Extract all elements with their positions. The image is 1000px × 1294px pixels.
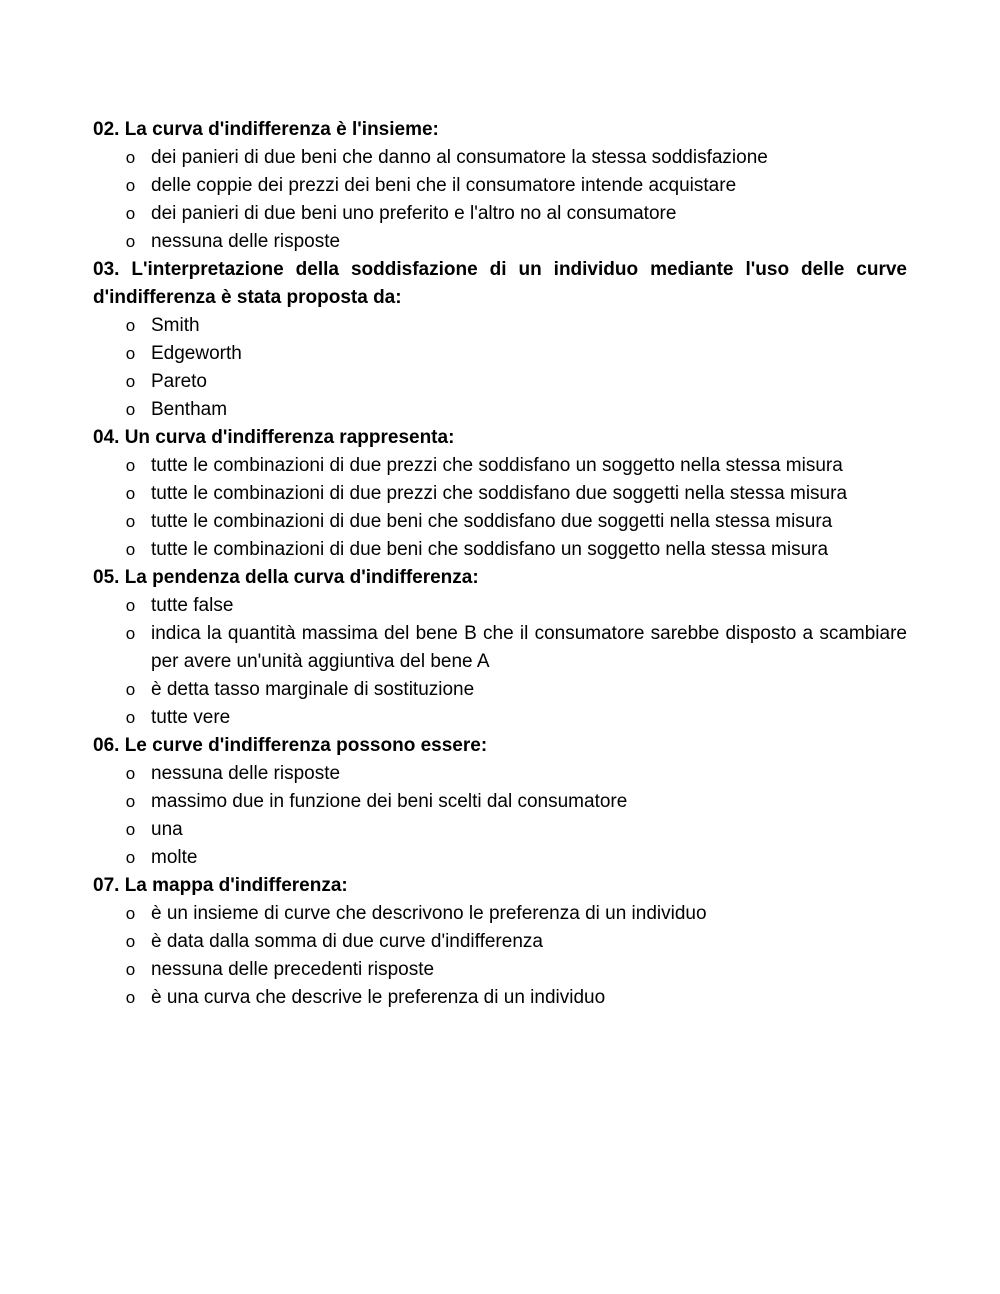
question-text: 06. Le curve d'indifferenza possono essere:: [93, 735, 488, 756]
answer-option[interactable]: [93, 928, 907, 956]
option-text: è detta tasso marginale di sostituzione: [151, 679, 475, 700]
option-text: tutte le combinazioni di due prezzi che soddisfano due soggetti nella stessa misura: [151, 483, 848, 504]
option-list: [93, 452, 907, 564]
circle-bullet-icon: o: [125, 596, 136, 615]
question-block: [93, 256, 907, 424]
circle-bullet-icon: o: [125, 792, 136, 811]
option-text: delle coppie dei prezzi dei beni che il consumatore intende acquistare: [151, 175, 737, 196]
answer-option[interactable]: [93, 312, 907, 340]
selected-answer-marker-icon: o: [122, 368, 139, 396]
answer-option[interactable]: [93, 508, 907, 536]
question-block: [93, 424, 907, 564]
selected-answer-marker-icon: o: [122, 144, 139, 172]
circle-bullet-icon: o: [125, 624, 136, 643]
answer-option[interactable]: [93, 368, 907, 396]
option-text: nessuna delle risposte: [151, 763, 341, 784]
question-text: 02. La curva d'indifferenza è l'insieme:: [93, 119, 439, 140]
answer-option[interactable]: [93, 144, 907, 172]
circle-bullet-icon: o: [125, 820, 136, 839]
question-text: 04. Un curva d'indifferenza rappresenta:: [93, 427, 455, 448]
option-list: [93, 900, 907, 1012]
answer-option[interactable]: [93, 592, 907, 620]
circle-bullet-icon: o: [125, 988, 136, 1007]
answer-option[interactable]: [93, 844, 907, 872]
circle-bullet-icon: o: [125, 232, 136, 251]
question-text: 07. La mappa d'indifferenza:: [93, 875, 348, 896]
selected-answer-marker-icon: o: [122, 844, 139, 872]
option-text: è data dalla somma di due curve d'indifferenza: [151, 931, 543, 952]
circle-bullet-icon: o: [125, 484, 136, 503]
option-text: indica la quantità massima del bene B che il consumatore sarebbe disposto a scambiare per avere un'unità aggiuntiva del bene A: [151, 623, 907, 672]
circle-bullet-icon: o: [125, 960, 136, 979]
option-text: Bentham: [151, 399, 228, 420]
circle-bullet-icon: o: [125, 400, 136, 419]
circle-bullet-icon: o: [125, 176, 136, 195]
quiz-page: [93, 116, 907, 1012]
option-text: dei panieri di due beni uno preferito e l'altro no al consumatore: [151, 203, 677, 224]
option-text: tutte le combinazioni di due prezzi che soddisfano un soggetto nella stessa misura: [151, 455, 843, 476]
answer-option[interactable]: [93, 620, 907, 676]
circle-bullet-icon: o: [125, 456, 136, 475]
question-text: 05. La pendenza della curva d'indifferenza:: [93, 567, 479, 588]
selected-answer-marker-icon: o: [122, 536, 139, 564]
answer-option[interactable]: [93, 200, 907, 228]
answer-option[interactable]: [93, 760, 907, 788]
selected-answer-marker-icon: o: [122, 704, 139, 732]
option-text: una: [151, 819, 183, 840]
answer-option[interactable]: [93, 704, 907, 732]
answer-option[interactable]: [93, 956, 907, 984]
option-text: Smith: [151, 315, 200, 336]
answer-option[interactable]: [93, 228, 907, 256]
answer-option[interactable]: [93, 536, 907, 564]
option-text: è una curva che descrive le preferenza di un individuo: [151, 987, 606, 1008]
circle-bullet-icon: o: [125, 764, 136, 783]
answer-option[interactable]: [93, 984, 907, 1012]
option-text: Pareto: [151, 371, 207, 392]
question-block: [93, 872, 907, 1012]
option-text: tutte vere: [151, 707, 231, 728]
question-block: [93, 116, 907, 256]
option-text: tutte le combinazioni di due beni che soddisfano due soggetti nella stessa misura: [151, 511, 833, 532]
answer-option[interactable]: [93, 396, 907, 424]
answer-option[interactable]: [93, 452, 907, 480]
option-text: nessuna delle risposte: [151, 231, 341, 252]
answer-option[interactable]: [93, 480, 907, 508]
answer-option[interactable]: [93, 172, 907, 200]
option-list: [93, 312, 907, 424]
option-text: è un insieme di curve che descrivono le preferenza di un individuo: [151, 903, 707, 924]
circle-bullet-icon: o: [125, 316, 136, 335]
option-text: Edgeworth: [151, 343, 242, 364]
circle-bullet-icon: o: [125, 680, 136, 699]
option-text: dei panieri di due beni che danno al consumatore la stessa soddisfazione: [151, 147, 768, 168]
option-text: massimo due in funzione dei beni scelti dal consumatore: [151, 791, 628, 812]
option-text: molte: [151, 847, 198, 868]
selected-answer-marker-icon: o: [122, 900, 139, 928]
option-list: [93, 760, 907, 872]
answer-option[interactable]: [93, 816, 907, 844]
circle-bullet-icon: o: [125, 512, 136, 531]
option-text: tutte le combinazioni di due beni che soddisfano un soggetto nella stessa misura: [151, 539, 829, 560]
circle-bullet-icon: o: [125, 344, 136, 363]
option-list: [93, 592, 907, 732]
question-text: 03. L'interpretazione della soddisfazione di un individuo mediante l'uso delle curve d'indifferenza è stata proposta da:: [93, 259, 907, 308]
option-text: tutte false: [151, 595, 234, 616]
answer-option[interactable]: [93, 788, 907, 816]
answer-option[interactable]: [93, 340, 907, 368]
option-text: nessuna delle precedenti risposte: [151, 959, 435, 980]
answer-option[interactable]: [93, 900, 907, 928]
answer-option[interactable]: [93, 676, 907, 704]
circle-bullet-icon: o: [125, 932, 136, 951]
question-block: [93, 564, 907, 732]
circle-bullet-icon: o: [125, 204, 136, 223]
question-block: [93, 732, 907, 872]
option-list: [93, 144, 907, 256]
